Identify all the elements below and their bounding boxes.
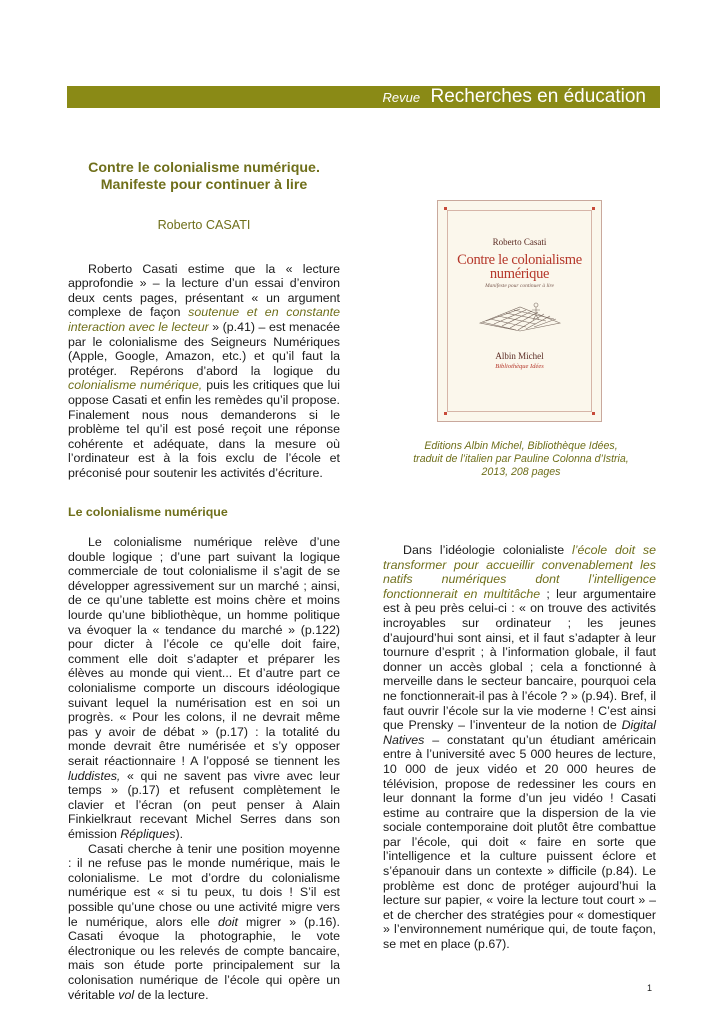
para2-text-2: « qui ne savent pas vivre avec leur temps » (p.17) et refusent complètement le clavier et l’écran (on peut penser à Alain Finkielkraut recevant Michel Serres dans son émission [68, 768, 340, 841]
para3-text-1: Casati cherche à tenir une position moyenne : il ne refuse pas le monde numérique, mais le colonialisme. Le mot d’ordre du colonialisme numérique est « si tu peux, tu dois ! S’il est possible qu’une chose ou une activité migre vers le numérique, alors elle [68, 841, 340, 929]
cover-publisher: Albin Michel [495, 351, 544, 361]
para2-emphasis-2: Répliques [120, 826, 176, 841]
revue-label: Revue [382, 90, 421, 105]
cover-corner-dot [592, 412, 595, 415]
section-heading-colonialisme: Le colonialisme numérique [68, 504, 228, 519]
para4-text-2: ; leur argumentaire est à peu près celui-ci : « on trouve des activités incroyables sur ordinateur ; les jeunes d’aujourd’hui sont ainsi, et il faut s’adapter à leur tournure d’esprit ; à l’information globale, il faut donner un accès global ; cela a fonctionné à merveille dans le secteur bancaire, pourquoi cela ne fonctionnerait-il pas à l’école ? » (p.94). Bref, il faut ouvrir l’école sur la vie moderne ! C’est ainsi que Prensky – l’inventeur de la notion de [383, 586, 656, 733]
para4-emphasis-2: Digital Natives [383, 718, 656, 747]
cover-collection: Bibliothèque Idées [495, 363, 544, 370]
cover-subtitle: Manifeste pour continuer à lire [485, 283, 554, 289]
cover-title-line2: numérique [489, 266, 550, 282]
intro-text-3: puis les critiques que lui oppose Casati et enfin les remèdes qu’il propose. Finalement nous nous demanderons si le problème tel qu’il est posé reçoit une réponse cohérente et adéquate, dans la mesure où l’ordinateur est à la fois exclu de l’école et préconisé pour soutenir les activités d’écriture. [68, 378, 340, 480]
intro-emphasis-1: soutenue et en constante interaction avec le lecteur [68, 305, 340, 334]
intro-paragraph [68, 262, 340, 481]
left-column [68, 160, 340, 1002]
caption-line1: Editions Albin Michel, Bibliothèque Idées, [424, 440, 618, 452]
journal-banner [67, 86, 660, 108]
paragraph-ideologie [383, 543, 656, 952]
caption-line3: 2013, 208 pages [481, 466, 561, 478]
right-column [383, 543, 656, 952]
article-author: Roberto CASATI [157, 218, 251, 232]
intro-text-1: Roberto Casati estime que la « lecture approfondie » – la lecture d’un essai d’environ deux cents pages, présentant « un argument complexe de façon [68, 261, 340, 320]
cover-corner-dot [592, 207, 595, 210]
paragraph-position-moyenne [68, 842, 340, 1003]
para3-text-3: de la lecture. [134, 987, 209, 1002]
cover-title-line1: Contre le colonialisme [457, 252, 582, 268]
cover-author: Roberto Casati [492, 237, 547, 247]
paragraph-double-logique [68, 535, 340, 841]
article-title [68, 160, 340, 194]
article-title-line1: Contre le colonialisme numérique. [88, 160, 320, 176]
para2-text-3: ). [175, 826, 184, 841]
page-number: 1 [647, 983, 653, 993]
article-title-line2: Manifeste pour continuer à lire [100, 177, 308, 193]
cover-title [438, 253, 601, 281]
intro-emphasis-2: colonialisme numérique, [68, 378, 203, 393]
cover-corner-dot [444, 207, 447, 210]
para2-emphasis-1: luddistes, [68, 768, 121, 783]
para3-emphasis-1: doit [218, 914, 238, 929]
para4-emphasis-1: l’école doit se transformer pour accueillir convenablement les natifs numériques dont l’intelligence fonctionnerait en multitâche [383, 543, 656, 601]
book-cover-image [437, 200, 602, 422]
para4-text-3: – constatant qu’un étudiant américain entre à l’université avec 5 000 heures de lecture, 10 000 de jeux vidéo et 20 000 heures de télévision, propose de redessiner les cours en leur donnant la forme d’un jeu vidéo ! Casati estime au contraire que la dispersion de la vie sociale contemporaine doit plutôt être combattue par l’école, qui doit « faire en sorte que l’intelligence et la culture puissent éclore et s’épanouir dans un contexte » difficile (p.84). Le problème est donc de protéger aujourd’hui la lecture sur papier, « voire la lecture tout court » – et de chercher des stratégies pour « domestiquer » l’environnement numérique qui, de toute façon, se met en place (p.67). [383, 732, 656, 952]
para3-emphasis-2: vol [118, 987, 135, 1002]
book-caption [396, 440, 646, 479]
para3-text-2: migrer » (p.16). Casati évoque la photographie, le vote électronique ou les relevés de compte bancaire, mais son étude porte principalement sur la colonisation numérique de l’école qui opère un véritable [68, 914, 340, 1002]
cover-corner-dot [444, 412, 447, 415]
para4-text-1: Dans l’idéologie colonialiste [403, 543, 573, 557]
intro-text-2: » (p.41) – est menacée par le colonialisme des Seigneurs Numériques (Apple, Google, Amazon, etc.) et qu’il faut la protéger. Repérons d’abord la logique du [68, 319, 340, 378]
caption-line2: traduit de l’italien par Pauline Colonna d’Istria, [413, 453, 629, 465]
cover-illustration [476, 293, 564, 333]
para2-text-1: Le colonialisme numérique relève d’une double logique ; d’une part suivant la logique commerciale de tout colonialisme il s’agit de se développer agressivement sur un marché ; ainsi, de ce qu’une tablette est moins chère et moins lourde qu’une bibliothèque, un homme politique va évoquer la « tendance du marché » (p.122) pour dicter à l’école ce qu’elle doit faire, comment elle doit s’adapter et préparer les élèves au monde qui vient... Et d’autre part ce colonialisme comporte un discours idéologique suivant lequel la numérisation est en soi un progrès. « Pour les colons, il ne devrait même pas y avoir de débat » (p.17) : la totalité du monde devrait être numérisée et s’y opposer serait réactionnaire ! A l’opposé se tiennent les [68, 535, 340, 768]
journal-title: Recherches en éducation [430, 86, 646, 107]
